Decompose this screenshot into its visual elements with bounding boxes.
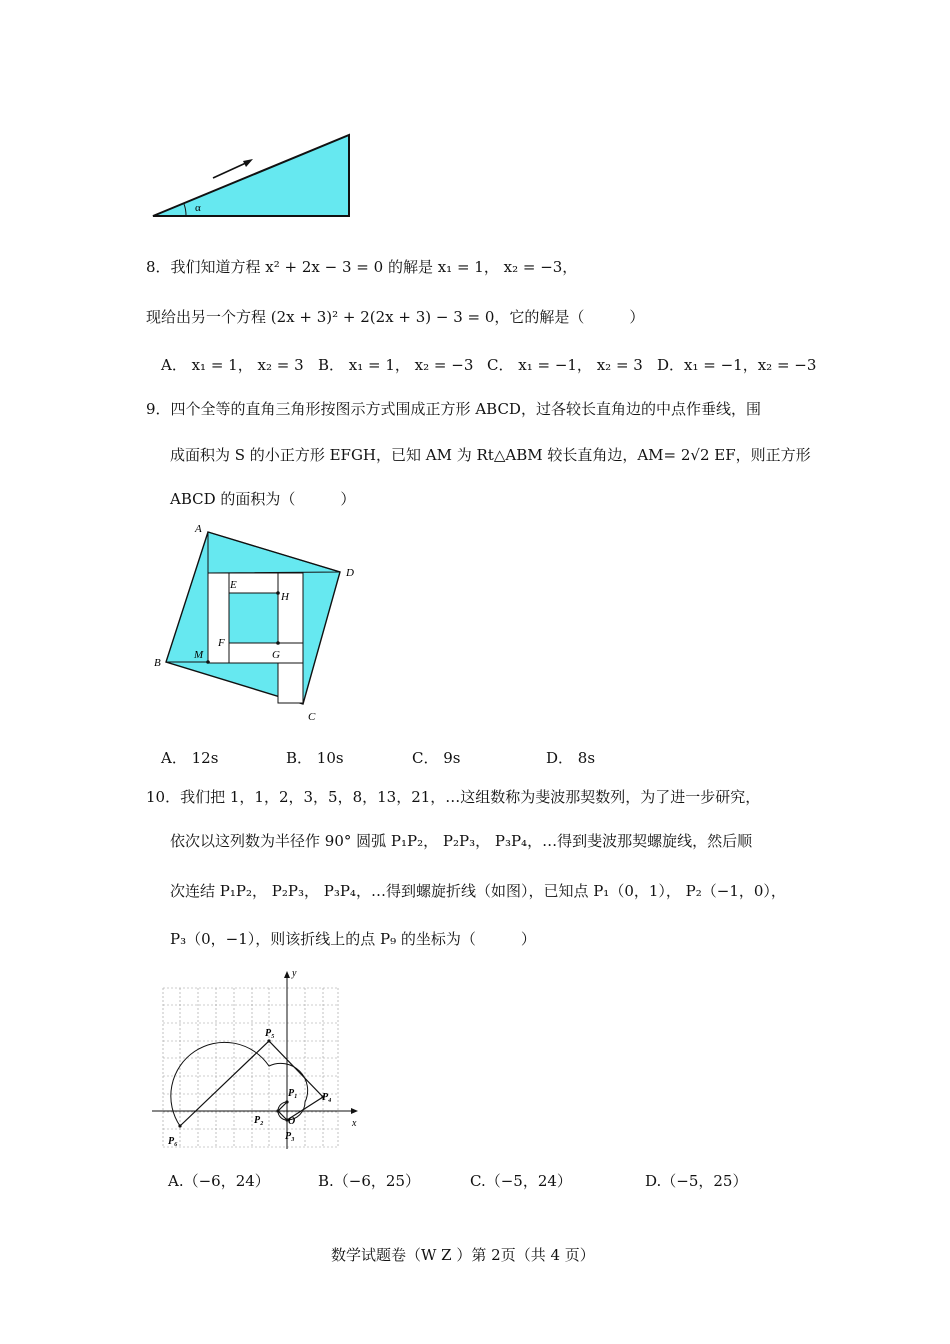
spiral-figure bbox=[148, 966, 363, 1152]
label-a: A bbox=[195, 523, 202, 535]
label-e: E bbox=[230, 579, 237, 591]
point-g-dot bbox=[276, 641, 280, 645]
q8-option-d[interactable]: D．x₁ = −1，x₂ = −3 bbox=[657, 356, 817, 374]
y-axis-arrow-icon bbox=[284, 971, 290, 978]
q8-line2: 现给出另一个方程 (2x + 3)² + 2(2x + 3) − 3 = 0，它的解是（ ） bbox=[146, 308, 645, 326]
label-b: B bbox=[154, 657, 161, 669]
label-p3: P₃ bbox=[285, 1131, 295, 1142]
q10-option-a[interactable]: A.（−6，24） bbox=[168, 1172, 270, 1190]
grid bbox=[163, 988, 338, 1147]
label-p6: P₆ bbox=[168, 1136, 178, 1147]
q9-option-b[interactable]: B． 10s bbox=[286, 749, 344, 767]
q10-line4: P₃（0，−1），则该折线上的点 P₉ 的坐标为（ ） bbox=[170, 930, 536, 948]
q9-line1: 9．四个全等的直角三角形按图示方式围成正方形 ABCD，过各较长直角边的中点作垂线，围 bbox=[146, 400, 761, 418]
angle-label: α bbox=[195, 202, 201, 214]
point-m-dot bbox=[206, 660, 210, 664]
label-y: y bbox=[292, 968, 297, 979]
q8-option-a[interactable]: A． x₁ = 1， x₂ = 3 bbox=[161, 356, 304, 374]
label-x: x bbox=[352, 1118, 357, 1129]
q10-option-d[interactable]: D.（−5，25） bbox=[645, 1172, 748, 1190]
q10-line1: 10．我们把 1，1，2，3，5，8，13，21，…这组数称为斐波那契数列，为了进一步研究， bbox=[146, 788, 761, 806]
label-h: H bbox=[281, 591, 289, 603]
q9-line3: ABCD 的面积为（ ） bbox=[170, 490, 356, 508]
square-efgh bbox=[229, 593, 278, 643]
label-p1: P₁ bbox=[288, 1088, 298, 1099]
label-c: C bbox=[308, 711, 316, 723]
band-left bbox=[208, 573, 229, 663]
direction-arrow bbox=[213, 162, 248, 178]
label-f: F bbox=[218, 637, 225, 649]
label-g: G bbox=[272, 649, 280, 661]
q8-option-b[interactable]: B． x₁ = 1， x₂ = −3 bbox=[318, 356, 474, 374]
q9-option-c[interactable]: C． 9s bbox=[412, 749, 461, 767]
q9-option-d[interactable]: D． 8s bbox=[546, 749, 596, 767]
arrow-head-icon bbox=[243, 159, 253, 167]
point-h-dot bbox=[276, 591, 280, 595]
label-m: M bbox=[194, 649, 204, 661]
q9-option-a[interactable]: A． 12s bbox=[161, 749, 219, 767]
incline-figure bbox=[148, 128, 358, 223]
label-o: O bbox=[288, 1116, 296, 1127]
square-figure bbox=[148, 520, 363, 730]
label-d: D bbox=[346, 567, 354, 579]
page-footer: 数学试题卷（W Z ）第 2页（共 4 页） bbox=[331, 1246, 595, 1264]
q10-line3: 次连结 P₁P₂， P₂P₃， P₃P₄，…得到螺旋折线（如图），已知点 P₁（0，1）， P₂（−1，0）， bbox=[170, 882, 786, 900]
q10-option-b[interactable]: B.（−6，25） bbox=[318, 1172, 420, 1190]
label-p2: P₂ bbox=[254, 1115, 264, 1126]
label-p4: P₄ bbox=[322, 1092, 332, 1103]
label-p5: P₅ bbox=[265, 1028, 275, 1039]
q10-option-c[interactable]: C.（−5，24） bbox=[470, 1172, 572, 1190]
q8-line1: 8．我们知道方程 x² + 2x − 3 = 0 的解是 x₁ = 1， x₂ = −3， bbox=[146, 258, 578, 276]
x-axis-arrow-icon bbox=[351, 1108, 358, 1114]
q8-option-c[interactable]: C． x₁ = −1， x₂ = 3 bbox=[487, 356, 643, 374]
q10-line2: 依次以这列数为半径作 90° 圆弧 P₁P₂， P₂P₃， P₃P₄，…得到斐波那契螺旋线，然后顺 bbox=[170, 832, 753, 850]
q9-line2: 成面积为 S 的小正方形 EFGH，已知 AM 为 Rt△ABM 较长直角边，AM= 2√2 EF，则正方形 bbox=[170, 446, 811, 464]
incline-triangle bbox=[153, 135, 349, 216]
